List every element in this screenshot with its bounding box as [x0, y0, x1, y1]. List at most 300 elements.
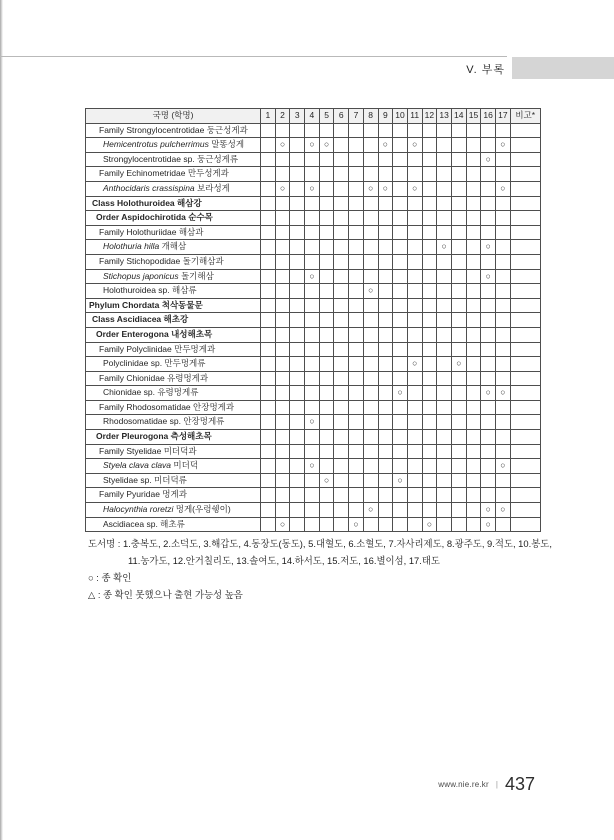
taxon-latin-name: Order Enterogona [96, 328, 169, 339]
site-column-header: 14 [451, 109, 466, 124]
site-cell-empty [290, 400, 305, 415]
site-cell-empty [319, 298, 334, 313]
site-cell-empty [349, 254, 364, 269]
site-cell-empty [349, 488, 364, 503]
table-row [86, 473, 541, 488]
site-cell-empty [451, 488, 466, 503]
taxon-name-cell [86, 211, 261, 226]
site-cell-empty [378, 386, 393, 401]
site-cell-empty [378, 459, 393, 474]
site-cell-empty [305, 503, 320, 518]
site-cell-empty [393, 298, 408, 313]
site-cell-empty [319, 327, 334, 342]
site-cell-empty [437, 503, 452, 518]
page-number: 437 [504, 774, 535, 794]
site-cell-empty [334, 386, 349, 401]
taxon-name-cell [86, 167, 261, 182]
remark-cell [510, 503, 540, 518]
species-present-mark: ○ [422, 517, 437, 532]
site-cell-empty [363, 225, 378, 240]
species-present-mark: ○ [319, 473, 334, 488]
site-cell-empty [466, 386, 481, 401]
taxon-korean-name: 해삼과 [176, 226, 204, 237]
site-cell-empty [363, 123, 378, 138]
site-cell-empty [275, 386, 290, 401]
species-present-mark: ○ [275, 181, 290, 196]
site-cell-empty [363, 211, 378, 226]
site-cell-empty [378, 225, 393, 240]
species-present-mark: ○ [393, 473, 408, 488]
remark-cell [510, 254, 540, 269]
remark-cell [510, 211, 540, 226]
species-present-mark: ○ [275, 138, 290, 153]
site-cell-empty [275, 357, 290, 372]
taxon-name-cell [86, 371, 261, 386]
site-cell-empty [305, 488, 320, 503]
site-cell-empty [275, 298, 290, 313]
site-cell-empty [437, 225, 452, 240]
site-cell-empty [319, 503, 334, 518]
species-present-mark: ○ [363, 181, 378, 196]
taxon-latin-name: Ascidiacea sp. [103, 518, 158, 529]
site-cell-empty [481, 181, 496, 196]
table-row [86, 430, 541, 445]
site-cell-empty [378, 269, 393, 284]
site-cell-empty [334, 225, 349, 240]
site-cell-empty [261, 240, 276, 255]
site-cell-empty [481, 327, 496, 342]
site-cell-empty [319, 415, 334, 430]
site-cell-empty [466, 371, 481, 386]
site-cell-empty [422, 473, 437, 488]
site-cell-empty [481, 400, 496, 415]
species-present-mark: ○ [496, 459, 511, 474]
table-row [86, 152, 541, 167]
site-cell-empty [261, 152, 276, 167]
site-cell-empty [290, 152, 305, 167]
site-cell-empty [334, 459, 349, 474]
site-cell-empty [451, 459, 466, 474]
site-cell-empty [451, 313, 466, 328]
taxon-korean-name: 미더덕 [171, 460, 199, 471]
site-cell-empty [275, 371, 290, 386]
site-cell-empty [290, 517, 305, 532]
site-cell-empty [349, 386, 364, 401]
taxon-latin-name: Anthocidaris crassispina [103, 182, 195, 193]
site-cell-empty [378, 327, 393, 342]
taxon-name-cell [86, 444, 261, 459]
table-row [86, 371, 541, 386]
site-cell-empty [437, 386, 452, 401]
site-cell-empty [334, 400, 349, 415]
remark-cell [510, 386, 540, 401]
site-cell-empty [393, 196, 408, 211]
table-row [86, 488, 541, 503]
taxon-latin-name: Class Holothuroidea [92, 197, 175, 208]
site-cell-empty [451, 444, 466, 459]
site-cell-empty [378, 313, 393, 328]
site-cell-empty [451, 152, 466, 167]
remark-cell [510, 430, 540, 445]
site-cell-empty [407, 152, 422, 167]
taxon-name-cell [86, 488, 261, 503]
site-cell-empty [319, 342, 334, 357]
taxon-name-cell [86, 327, 261, 342]
site-cell-empty [437, 459, 452, 474]
site-cell-empty [305, 298, 320, 313]
site-cell-empty [334, 444, 349, 459]
site-cell-empty [349, 167, 364, 182]
species-present-mark: ○ [496, 503, 511, 518]
site-cell-empty [275, 415, 290, 430]
species-present-mark: ○ [481, 152, 496, 167]
taxon-korean-name: 해초강 [161, 314, 189, 325]
site-cell-empty [422, 240, 437, 255]
species-present-mark: ○ [275, 517, 290, 532]
site-cell-empty [422, 386, 437, 401]
taxon-name-cell [86, 517, 261, 532]
site-cell-empty [422, 503, 437, 518]
remark-cell [510, 357, 540, 372]
site-cell-empty [275, 400, 290, 415]
site-cell-empty [290, 430, 305, 445]
site-cell-empty [481, 196, 496, 211]
site-cell-empty [275, 123, 290, 138]
site-cell-empty [290, 444, 305, 459]
site-cell-empty [496, 284, 511, 299]
taxon-korean-name: 내성해초목 [168, 328, 213, 339]
site-cell-empty [319, 313, 334, 328]
taxon-korean-name: 유령멍게과 [164, 372, 209, 383]
site-cell-empty [349, 415, 364, 430]
site-cell-empty [437, 371, 452, 386]
site-cell-empty [451, 138, 466, 153]
site-cell-empty [496, 400, 511, 415]
site-cell-empty [437, 254, 452, 269]
species-present-mark: ○ [496, 386, 511, 401]
table-row [86, 503, 541, 518]
taxon-latin-name: Family Echinometridae [99, 168, 186, 179]
site-cell-empty [393, 123, 408, 138]
remark-cell [510, 167, 540, 182]
site-cell-empty [451, 400, 466, 415]
table-row [86, 444, 541, 459]
remark-cell [510, 138, 540, 153]
site-cell-empty [363, 240, 378, 255]
site-column-header: 5 [319, 109, 334, 124]
taxon-name-cell [86, 430, 261, 445]
taxon-latin-name: Stichopus japonicus [103, 270, 179, 281]
species-present-mark: ○ [349, 517, 364, 532]
remark-cell [510, 342, 540, 357]
taxon-name-cell [86, 400, 261, 415]
site-cell-empty [363, 430, 378, 445]
taxon-korean-name: 돌기해삼 [178, 270, 214, 281]
species-present-mark: ○ [496, 181, 511, 196]
taxon-latin-name: Order Pleurogona [96, 431, 169, 442]
island-list-line2: 11.농가도, 12.안거칠리도, 13.솔여도, 14.하서도, 15.저도, 16.별이섬, 17.태도 [128, 555, 440, 566]
site-cell-empty [422, 152, 437, 167]
site-cell-empty [378, 211, 393, 226]
site-cell-empty [349, 181, 364, 196]
site-cell-empty [422, 225, 437, 240]
taxon-korean-name: 돌기해삼과 [180, 255, 224, 266]
site-cell-empty [275, 225, 290, 240]
site-cell-empty [437, 152, 452, 167]
site-cell-empty [319, 152, 334, 167]
site-cell-empty [261, 503, 276, 518]
site-cell-empty [378, 123, 393, 138]
site-cell-empty [466, 152, 481, 167]
remark-cell [510, 284, 540, 299]
table-row [86, 415, 541, 430]
site-cell-empty [496, 254, 511, 269]
site-cell-empty [290, 181, 305, 196]
site-cell-empty [378, 473, 393, 488]
site-cell-empty [275, 196, 290, 211]
section-title: V. 부록 [466, 64, 505, 76]
site-cell-empty [437, 357, 452, 372]
remark-cell [510, 400, 540, 415]
site-cell-empty [393, 254, 408, 269]
site-cell-empty [393, 415, 408, 430]
site-cell-empty [407, 298, 422, 313]
site-cell-empty [422, 138, 437, 153]
table-row [86, 517, 541, 532]
taxon-korean-name: 순수목 [185, 212, 213, 223]
site-cell-empty [451, 167, 466, 182]
site-cell-empty [305, 327, 320, 342]
site-cell-empty [437, 196, 452, 211]
site-cell-empty [319, 284, 334, 299]
site-cell-empty [422, 459, 437, 474]
site-cell-empty [290, 503, 305, 518]
species-occurrence-table-wrap [85, 108, 541, 532]
site-cell-empty [393, 459, 408, 474]
remark-cell [510, 488, 540, 503]
site-cell-empty [437, 400, 452, 415]
table-row [86, 357, 541, 372]
site-cell-empty [451, 284, 466, 299]
site-cell-empty [378, 400, 393, 415]
remark-cell [510, 444, 540, 459]
site-cell-empty [496, 225, 511, 240]
site-cell-empty [422, 167, 437, 182]
site-cell-empty [334, 327, 349, 342]
site-cell-empty [334, 240, 349, 255]
taxon-name-cell [86, 240, 261, 255]
site-cell-empty [319, 269, 334, 284]
site-cell-empty [393, 138, 408, 153]
site-cell-empty [305, 473, 320, 488]
site-cell-empty [378, 503, 393, 518]
site-cell-empty [422, 371, 437, 386]
taxon-latin-name: Family Polyclinidae [99, 343, 172, 354]
site-cell-empty [481, 488, 496, 503]
site-cell-empty [393, 400, 408, 415]
site-cell-empty [305, 386, 320, 401]
site-cell-empty [363, 342, 378, 357]
site-cell-empty [437, 284, 452, 299]
site-cell-empty [290, 371, 305, 386]
site-cell-empty [305, 225, 320, 240]
site-cell-empty [393, 503, 408, 518]
site-cell-empty [496, 444, 511, 459]
site-cell-empty [422, 357, 437, 372]
site-cell-empty [451, 240, 466, 255]
site-cell-empty [349, 357, 364, 372]
site-cell-empty [378, 240, 393, 255]
remark-cell [510, 327, 540, 342]
site-cell-empty [481, 123, 496, 138]
site-cell-empty [496, 371, 511, 386]
site-cell-empty [319, 196, 334, 211]
site-cell-empty [349, 400, 364, 415]
taxon-latin-name: Class Ascidiacea [92, 314, 162, 325]
site-cell-empty [349, 371, 364, 386]
site-cell-empty [496, 152, 511, 167]
site-cell-empty [305, 152, 320, 167]
name-column-header: 국명 (학명) [86, 109, 261, 124]
taxon-latin-name: Polyclinidae sp. [103, 358, 163, 369]
taxon-name-cell [86, 503, 261, 518]
table-row [86, 284, 541, 299]
table-row [86, 400, 541, 415]
site-cell-empty [407, 123, 422, 138]
species-present-mark: ○ [451, 357, 466, 372]
taxon-korean-name: 개해삼 [159, 241, 187, 252]
site-cell-empty [290, 211, 305, 226]
site-column-header: 13 [437, 109, 452, 124]
site-cell-empty [319, 371, 334, 386]
site-cell-empty [378, 298, 393, 313]
site-cell-empty [407, 430, 422, 445]
species-present-mark: ○ [407, 138, 422, 153]
taxon-korean-name: 둥근성게류 [194, 153, 239, 164]
site-cell-empty [349, 444, 364, 459]
table-row [86, 196, 541, 211]
taxon-name-cell [86, 269, 261, 284]
site-cell-empty [481, 167, 496, 182]
site-cell-empty [305, 284, 320, 299]
site-column-header: 6 [334, 109, 349, 124]
site-cell-empty [378, 284, 393, 299]
site-cell-empty [275, 284, 290, 299]
site-cell-empty [319, 240, 334, 255]
site-cell-empty [349, 196, 364, 211]
site-cell-empty [466, 196, 481, 211]
remark-cell [510, 196, 540, 211]
site-cell-empty [275, 269, 290, 284]
site-cell-empty [319, 488, 334, 503]
site-cell-empty [496, 357, 511, 372]
site-cell-empty [393, 152, 408, 167]
species-present-mark: ○ [481, 240, 496, 255]
site-cell-empty [496, 327, 511, 342]
site-cell-empty [363, 371, 378, 386]
site-cell-empty [275, 211, 290, 226]
site-cell-empty [290, 313, 305, 328]
site-cell-empty [496, 430, 511, 445]
site-cell-empty [290, 225, 305, 240]
site-cell-empty [363, 167, 378, 182]
site-cell-empty [407, 342, 422, 357]
site-cell-empty [437, 138, 452, 153]
remark-cell [510, 517, 540, 532]
site-cell-empty [305, 313, 320, 328]
taxon-latin-name: Rhodosomatidae sp. [103, 416, 181, 427]
site-cell-empty [407, 503, 422, 518]
site-cell-empty [363, 327, 378, 342]
site-cell-empty [422, 327, 437, 342]
site-cell-empty [349, 269, 364, 284]
table-row [86, 167, 541, 182]
remark-cell [510, 298, 540, 313]
site-cell-empty [349, 459, 364, 474]
site-cell-empty [349, 152, 364, 167]
taxon-korean-name: 미더덕류 [151, 474, 187, 485]
site-cell-empty [437, 167, 452, 182]
site-column-header: 12 [422, 109, 437, 124]
site-cell-empty [422, 284, 437, 299]
table-row [86, 327, 541, 342]
taxon-latin-name: Family Styelidae [99, 445, 162, 456]
remark-cell [510, 371, 540, 386]
taxon-name-cell [86, 357, 261, 372]
site-cell-empty [466, 473, 481, 488]
site-cell-empty [378, 517, 393, 532]
site-cell-empty [437, 473, 452, 488]
site-cell-empty [334, 415, 349, 430]
remark-cell [510, 240, 540, 255]
species-occurrence-table [85, 108, 541, 532]
site-cell-empty [496, 167, 511, 182]
site-cell-empty [393, 269, 408, 284]
site-cell-empty [393, 167, 408, 182]
site-cell-empty [363, 138, 378, 153]
site-cell-empty [290, 298, 305, 313]
taxon-name-cell [86, 152, 261, 167]
species-present-mark: ○ [481, 503, 496, 518]
species-present-mark: ○ [407, 181, 422, 196]
site-column-header: 9 [378, 109, 393, 124]
site-cell-empty [275, 152, 290, 167]
island-list-line1: 도서명 : 1.충복도, 2.소덕도, 3.해갑도, 4.동장도(동도), 5.대혈도, 6.소혈도, 7.자사리제도, 8.광주도, 9.적도, 10.봉도, [88, 538, 552, 549]
site-cell-empty [319, 254, 334, 269]
taxon-korean-name: 둥근성게과 [204, 124, 248, 135]
site-cell-empty [407, 284, 422, 299]
site-cell-empty [407, 327, 422, 342]
site-cell-empty [305, 167, 320, 182]
site-cell-empty [290, 167, 305, 182]
site-cell-empty [363, 269, 378, 284]
scan-left-edge [0, 0, 3, 840]
site-cell-empty [290, 284, 305, 299]
table-row [86, 386, 541, 401]
site-cell-empty [261, 488, 276, 503]
site-cell-empty [451, 342, 466, 357]
taxon-name-cell [86, 181, 261, 196]
site-cell-empty [466, 503, 481, 518]
site-column-header: 4 [305, 109, 320, 124]
table-row [86, 181, 541, 196]
site-cell-empty [261, 123, 276, 138]
site-cell-empty [334, 167, 349, 182]
site-cell-empty [451, 327, 466, 342]
site-cell-empty [437, 298, 452, 313]
site-cell-empty [319, 123, 334, 138]
site-cell-empty [451, 430, 466, 445]
